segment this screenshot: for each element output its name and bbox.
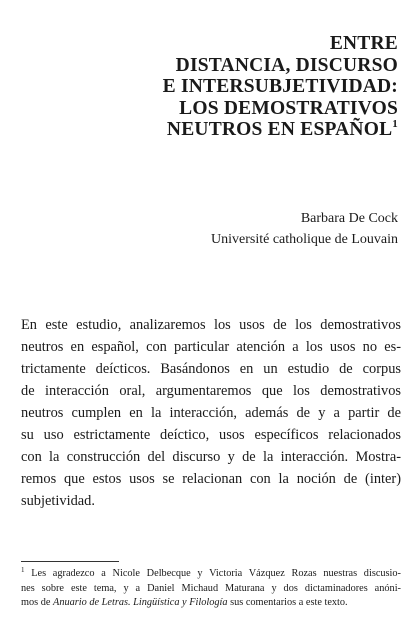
abstract-line: subjetividad.: [21, 493, 95, 509]
footnote-divider: [21, 561, 119, 562]
author-affiliation: Université catholique de Louvain: [211, 232, 398, 247]
title-line: LOS DEMOSTRATIVOS: [179, 97, 398, 119]
abstract-paragraph: [21, 314, 401, 512]
title-footnote-marker[interactable]: 1: [392, 118, 398, 130]
abstract-line: neutros en español, con particular atención a los usos no es-: [21, 339, 401, 355]
abstract-line: En este estudio, analizaremos los usos de los demostrativos: [21, 317, 401, 333]
footnote-text: Les agradezco a Nicole Delbecque y Victoria Vázquez Rozas nuestras discusio-: [24, 568, 401, 579]
abstract-line: trictamente deícticos. Basándonos en un estudio de corpus: [21, 361, 401, 377]
author-block: [211, 208, 398, 250]
author-name: Barbara De Cock: [300, 211, 398, 226]
footnote-text: mos de: [21, 597, 54, 609]
footnote: [21, 567, 401, 611]
title-line: DISTANCIA, DISCURSO: [175, 54, 398, 76]
abstract-line: remos que estos usos se relacionan con la noción de (inter): [21, 471, 401, 487]
abstract-line: neutros cumplen en la interacción, además de y a partir de: [21, 405, 401, 421]
footnote-line: nes sobre este tema, y a Daniel Michaud Maturana y dos dictaminadores anóni-: [21, 582, 401, 594]
abstract-line: su uso estrictamente deíctico, usos específicos relacionados: [21, 427, 401, 443]
abstract-line: de interacción oral, argumentaremos que los demostrativos: [21, 383, 401, 399]
footnote-text: sus comentarios a este texto.: [227, 597, 348, 609]
title-line-text: NEUTROS EN ESPAÑOL: [166, 119, 393, 140]
title-line-last: [98, 119, 398, 141]
title-line: ENTRE: [329, 33, 398, 54]
footnote-line: [21, 567, 401, 582]
footnote-marker: 1: [21, 566, 25, 574]
abstract-line: con la construcción del discurso y de la interacción. Mostra-: [21, 449, 401, 465]
title-line: E INTERSUBJETIVIDAD:: [162, 76, 398, 97]
footnote-line: [21, 596, 401, 611]
journal-title: Anuario de Letras. Lingüística y Filología: [53, 597, 228, 609]
article-title: [98, 33, 398, 141]
